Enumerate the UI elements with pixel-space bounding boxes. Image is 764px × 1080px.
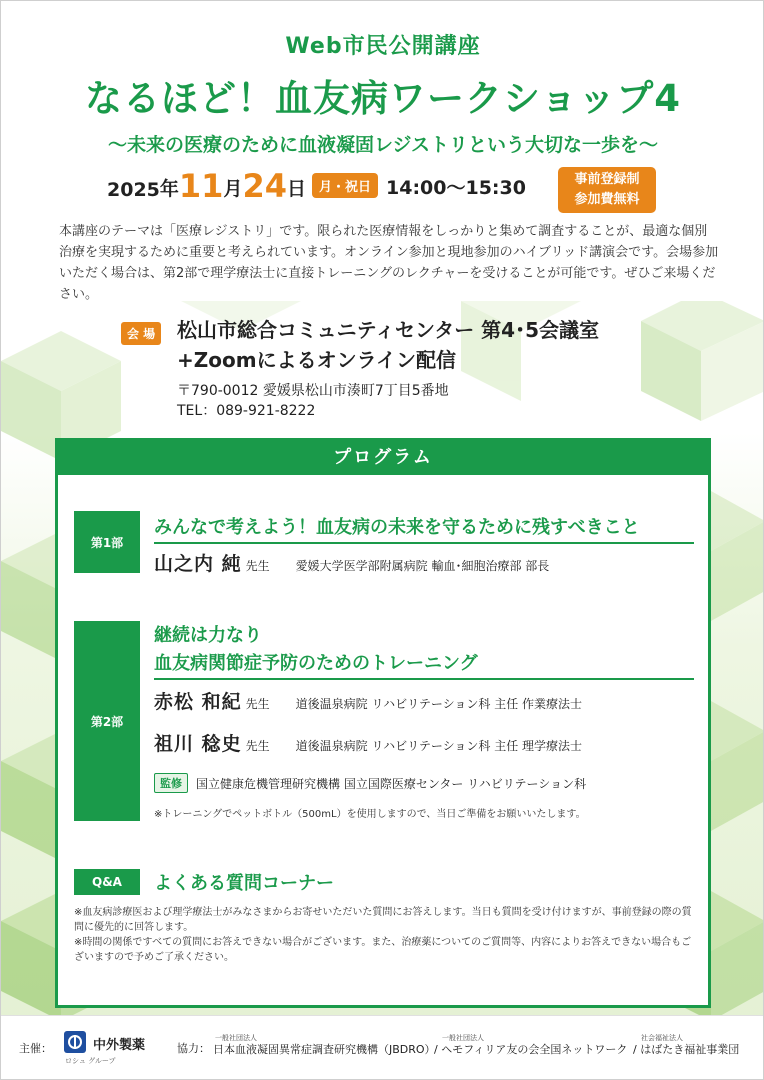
part2-note: ※トレーニングでペットボトル（500mL）を使用しますので、当日ご準備をお願いいたします。 — [154, 809, 586, 820]
host-label: 主催： — [19, 1042, 52, 1055]
venue-online: +Zoomによるオンライン配信 — [177, 348, 456, 372]
part1-speaker — [154, 549, 549, 576]
kicker: Web市民公開講座 — [285, 34, 481, 59]
subtitle: 〜未来の医療のために血液凝固レジストリという大切な一歩を〜 — [108, 134, 658, 156]
part2-title-line1: 継続は力なり — [154, 625, 262, 646]
speaker-honorific: 先生 — [245, 559, 270, 573]
intro-text: 本講座のテーマは「医療レジストリ」です。限られた医療情報をしっかりと集めて調査することが、最適な個別治療を実現するために重要と考えられています。オンライン参加と現地参加のハイブリッド講演会です。会場参加いただく場合は、第2部で理学療法士に直接トレーニングのレクチャーを受けることが可能です。ぜひご来場ください。 — [59, 224, 719, 302]
speaker-name: 祖川 稔史 — [154, 733, 242, 755]
host-sub: ロシュ グループ — [65, 1057, 116, 1065]
org-kind: 一般社団法人 — [442, 1034, 484, 1042]
qa-notes — [74, 905, 694, 965]
part2-label: 第2部 — [74, 621, 140, 821]
program-box — [55, 438, 711, 1008]
date-year-unit: 年 — [159, 178, 179, 200]
date-month: 11 — [178, 167, 224, 205]
date-day: 24 — [242, 167, 287, 205]
date-month-unit: 月 — [223, 178, 243, 200]
page-title: なるほど！血友病ワークショップ4 — [84, 77, 681, 120]
registration-badge-line1: 事前登録制 — [574, 172, 640, 187]
part2-title-line2: 血友病関節症予防のためのトレーニング — [154, 653, 478, 674]
chugai-logo-icon — [63, 1030, 87, 1054]
event-time: 14:00〜15:30 — [386, 177, 526, 199]
org-name: / はばたき福祉事業団 — [633, 1043, 740, 1056]
registration-badge — [558, 167, 656, 213]
speaker-affiliation: 愛媛大学医学部附属病院 輸血･細胞治療部 部長 — [295, 559, 550, 573]
date-year: 2025 — [107, 179, 160, 201]
qa-note-2: ※時間の関係ですべての質問にお答えできない場合がございます。また、治療薬についてのご質問等、内容によりお答えできない場合もございますので予めご了承ください。 — [74, 937, 692, 963]
part2-divider — [154, 678, 694, 680]
speaker-affiliation: 道後温泉病院 リハビリテーション科 主任 作業療法士 — [295, 697, 583, 711]
weekday-badge: 月・祝日 — [312, 173, 378, 198]
event-datetime — [107, 167, 526, 205]
header — [1, 29, 764, 157]
supervision-badge: 監修 — [154, 773, 188, 793]
program-heading: プログラム — [58, 441, 708, 475]
venue-address: 〒790-0012 愛媛県松山市湊町7丁目5番地 — [177, 383, 449, 399]
host-name: 中外製薬 — [93, 1038, 146, 1053]
supervision-text: 国立健康危機管理研究機構 国立国際医療センター リハビリテーション科 — [196, 776, 587, 791]
footer — [1, 1015, 764, 1080]
org-name: 日本血液凝固異常症調査研究機構（JBDRO） — [213, 1043, 436, 1056]
part1-title: みんなで考えよう！血友病の未来を守るために残すべきこと — [154, 517, 640, 538]
qa-note-1: ※血友病診療医および理学療法士がみなさまからお寄せいただいた質問にお答えします。当日も質問を受け付けますが、事前登録の際の質問に優先的に回答します。 — [74, 907, 692, 933]
org-name: / ヘモフィリア友の会全国ネットワーク — [434, 1043, 628, 1056]
coop-org-2 — [434, 1034, 627, 1058]
venue-name: 松山市総合コミュニティセンター 第4･5会議室 — [177, 318, 599, 342]
part1-label: 第1部 — [74, 511, 140, 573]
org-kind: 社会福祉法人 — [641, 1034, 683, 1042]
qa-title: よくある質問コーナー — [154, 873, 334, 894]
speaker-name: 赤松 和紀 — [154, 691, 242, 713]
part2-speaker2 — [154, 729, 582, 756]
venue-label: 会 場 — [121, 322, 161, 345]
supervision-row — [154, 773, 586, 793]
part2-speaker1 — [154, 687, 582, 714]
coop-org-3 — [633, 1034, 739, 1058]
coop-label: 協力： — [177, 1042, 210, 1055]
speaker-honorific: 先生 — [245, 739, 270, 753]
part1-divider — [154, 542, 694, 544]
speaker-name: 山之内 純 — [154, 553, 242, 575]
speaker-affiliation: 道後温泉病院 リハビリテーション科 主任 理学療法士 — [295, 739, 583, 753]
venue-tel: TEL：089-921-8222 — [177, 403, 316, 419]
date-day-unit: 日 — [286, 178, 306, 200]
coop-org-1 — [213, 1034, 436, 1058]
org-kind: 一般社団法人 — [215, 1034, 257, 1042]
speaker-honorific: 先生 — [245, 697, 270, 711]
qa-label: Q&A — [74, 869, 140, 895]
registration-badge-line2: 参加費無料 — [574, 192, 640, 207]
